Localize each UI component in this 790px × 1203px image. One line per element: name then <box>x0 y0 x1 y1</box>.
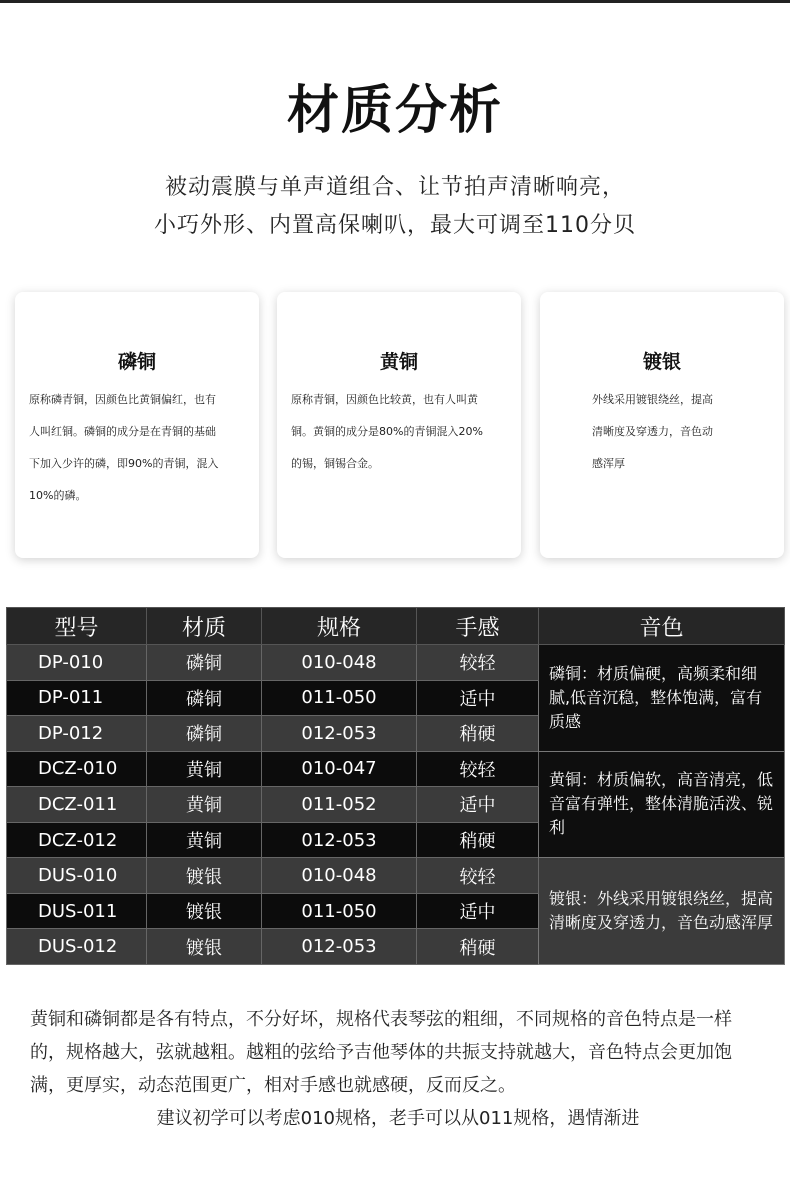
material-card-silver-plated <box>540 292 784 558</box>
tone-description: 黄铜：材质偏软，高音清亮，低音富有弹性，整体清脆活泼、锐利 <box>539 751 785 858</box>
cell-material: 镀银 <box>147 929 262 965</box>
cell-model: DCZ-011 <box>7 787 147 823</box>
cell-feel: 较轻 <box>417 751 539 787</box>
page-title: 材质分析 <box>286 81 503 141</box>
cell-feel: 适中 <box>417 680 539 716</box>
table-row <box>7 858 785 894</box>
header-spec: 规格 <box>262 608 417 645</box>
card-title: 镀银 <box>642 351 681 373</box>
card-line: 外线采用镀银绕丝，提高 <box>592 393 713 406</box>
material-card-brass <box>277 292 521 558</box>
card-body <box>291 384 507 480</box>
card-line: 铜。黄铜的成分是80%的青铜混入20% <box>291 425 483 438</box>
card-line: 下加入少许的磷，即90%的青铜，混入 <box>29 457 219 470</box>
cell-spec: 011-050 <box>262 680 417 716</box>
spec-table <box>6 607 785 965</box>
top-rule <box>0 0 790 3</box>
card-body <box>29 384 245 512</box>
cell-model: DCZ-010 <box>7 751 147 787</box>
cell-material: 磷铜 <box>147 680 262 716</box>
cell-model: DP-012 <box>7 716 147 752</box>
header-tone: 音色 <box>539 608 785 645</box>
cell-spec: 012-053 <box>262 716 417 752</box>
cell-material: 黄铜 <box>147 822 262 858</box>
cell-spec: 012-053 <box>262 822 417 858</box>
cell-material: 镀银 <box>147 858 262 894</box>
cell-material: 磷铜 <box>147 716 262 752</box>
cell-model: DP-010 <box>7 645 147 681</box>
subtitle-line-1: 被动震膜与单声道组合、让节拍声清晰响亮， <box>164 175 625 200</box>
explanation-text: 黄铜和磷铜都是各有特点，不分好坏，规格代表琴弦的粗细，不同规格的音色特点是一样的，规格越大，弦就越粗。越粗的弦给予吉他琴体的共振支持就越大，音色特点会更加饱满，更厚实，动态范围更广，相对手感也就感硬，反而反之。 <box>30 1009 732 1096</box>
card-title: 磷铜 <box>117 351 156 373</box>
tone-description: 磷铜：材质偏硬，高频柔和细腻,低音沉稳，整体饱满，富有质感 <box>539 645 785 752</box>
card-body <box>592 384 764 480</box>
card-line: 人叫红铜。磷铜的成分是在青铜的基础 <box>29 425 216 438</box>
subtitle-line-2: 小巧外形、内置高保喇叭，最大可调至110分贝 <box>154 213 636 238</box>
card-title: 黄铜 <box>379 351 418 373</box>
cell-spec: 012-053 <box>262 929 417 965</box>
table-header-row <box>7 608 785 645</box>
card-line: 感浑厚 <box>592 457 625 470</box>
material-card-phosphor-bronze <box>15 292 259 558</box>
cell-spec: 010-047 <box>262 751 417 787</box>
card-line: 的锡，铜锡合金。 <box>291 457 379 470</box>
card-line: 清晰度及穿透力，音色动 <box>592 425 713 438</box>
cell-model: DUS-011 <box>7 893 147 929</box>
cell-feel: 稍硬 <box>417 822 539 858</box>
cell-feel: 较轻 <box>417 858 539 894</box>
header-material: 材质 <box>147 608 262 645</box>
cell-model: DCZ-012 <box>7 822 147 858</box>
header-feel: 手感 <box>417 608 539 645</box>
cell-material: 镀银 <box>147 893 262 929</box>
cell-spec: 010-048 <box>262 858 417 894</box>
cell-model: DUS-012 <box>7 929 147 965</box>
tone-description: 镀银：外线采用镀银绕丝，提高清晰度及穿透力，音色动感浑厚 <box>539 858 785 965</box>
card-line: 原称磷青铜，因颜色比黄铜偏红，也有 <box>29 393 216 406</box>
cell-material: 黄铜 <box>147 787 262 823</box>
header-model: 型号 <box>7 608 147 645</box>
cell-material: 磷铜 <box>147 645 262 681</box>
card-line: 10%的磷。 <box>29 489 87 502</box>
cell-feel: 稍硬 <box>417 929 539 965</box>
cell-model: DUS-010 <box>7 858 147 894</box>
explanation-paragraph <box>30 1003 766 1135</box>
recommendation-text: 建议初学可以考虑010规格，老手可以从011规格，遇情渐进 <box>156 1108 640 1129</box>
cell-feel: 适中 <box>417 893 539 929</box>
table-row <box>7 645 785 681</box>
cell-spec: 010-048 <box>262 645 417 681</box>
table-row <box>7 751 785 787</box>
cell-model: DP-011 <box>7 680 147 716</box>
cell-feel: 适中 <box>417 787 539 823</box>
cell-spec: 011-050 <box>262 893 417 929</box>
cell-spec: 011-052 <box>262 787 417 823</box>
cell-material: 黄铜 <box>147 751 262 787</box>
card-line: 原称青铜，因颜色比较黄，也有人叫黄 <box>291 393 478 406</box>
cell-feel: 较轻 <box>417 645 539 681</box>
cell-feel: 稍硬 <box>417 716 539 752</box>
